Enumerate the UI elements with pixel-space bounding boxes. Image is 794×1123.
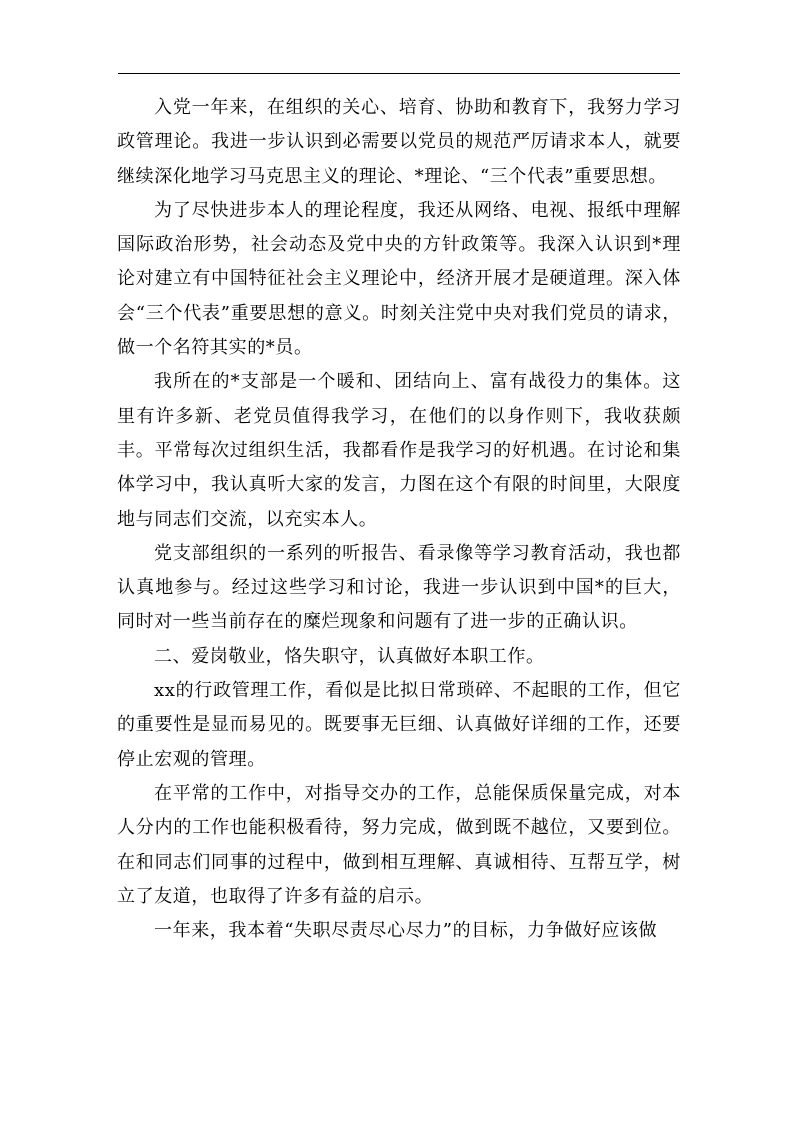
paragraph-3: 我所在的*支部是一个暖和、团结向上、富有战役力的集体。这里有许多新、老党员值得我学习，在他们的以身作则下，我收获颇丰。平常每次过组织生活，我都看作是我学习的好机遇。在讨论和集体学习中，我认真听大家的发言，力图在这个有限的时间里，大限度地与同志们交流，以充实本人。: [117, 371, 681, 530]
paragraph-7: 一年来，我本着“失职尽责尽心尽力”的目标，力争做好应该做: [154, 920, 658, 942]
paragraph-1: 入党一年来，在组织的关心、培育、协助和教育下，我努力学习政管理论。我进一步认识到必需要以党员的规范严厉请求本人，就要继续深化地学习马克思主义的理论、*理论、“三个代表”重要思想。: [117, 97, 681, 187]
header-rule: [118, 73, 680, 74]
paragraph-6: 在平常的工作中，对指导交办的工作，总能保质保量完成，对本人分内的工作也能积极看待，努力完成，做到既不越位，又要到位。在和同志们同事的过程中，做到相互理解、真诚相待、互帮互学，树立了友道，也取得了许多有益的启示。: [117, 782, 681, 907]
section-heading-2: 二、爱岗敬业，恪失职守，认真做好本职工作。: [154, 645, 545, 667]
paragraph-2: 为了尽快进步本人的理论程度，我还从网络、电视、报纸中理解国际政治形势，社会动态及党中央的方针政策等。我深入认识到*理论对建立有中国特征社会主义理论中，经济开展才是硬道理。深入体会“三个代表”重要思想的意义。时刻关注党中央对我们党员的请求，做一个名符其实的*员。: [117, 199, 681, 359]
paragraph-5: xx的行政管理工作，看似是比拟日常琐碎、不起眼的工作，但它的重要性是显而易见的。既要事无巨细、认真做好详细的工作，还要停止宏观的管理。: [117, 680, 681, 770]
paragraph-4: 党支部组织的一系列的听报告、看录像等学习教育活动，我也都认真地参与。经过这些学习和讨论，我进一步认识到中国*的巨大，同时对一些当前存在的糜烂现象和问题有了进一步的正确认识。: [117, 542, 681, 633]
document-body: [117, 91, 681, 948]
